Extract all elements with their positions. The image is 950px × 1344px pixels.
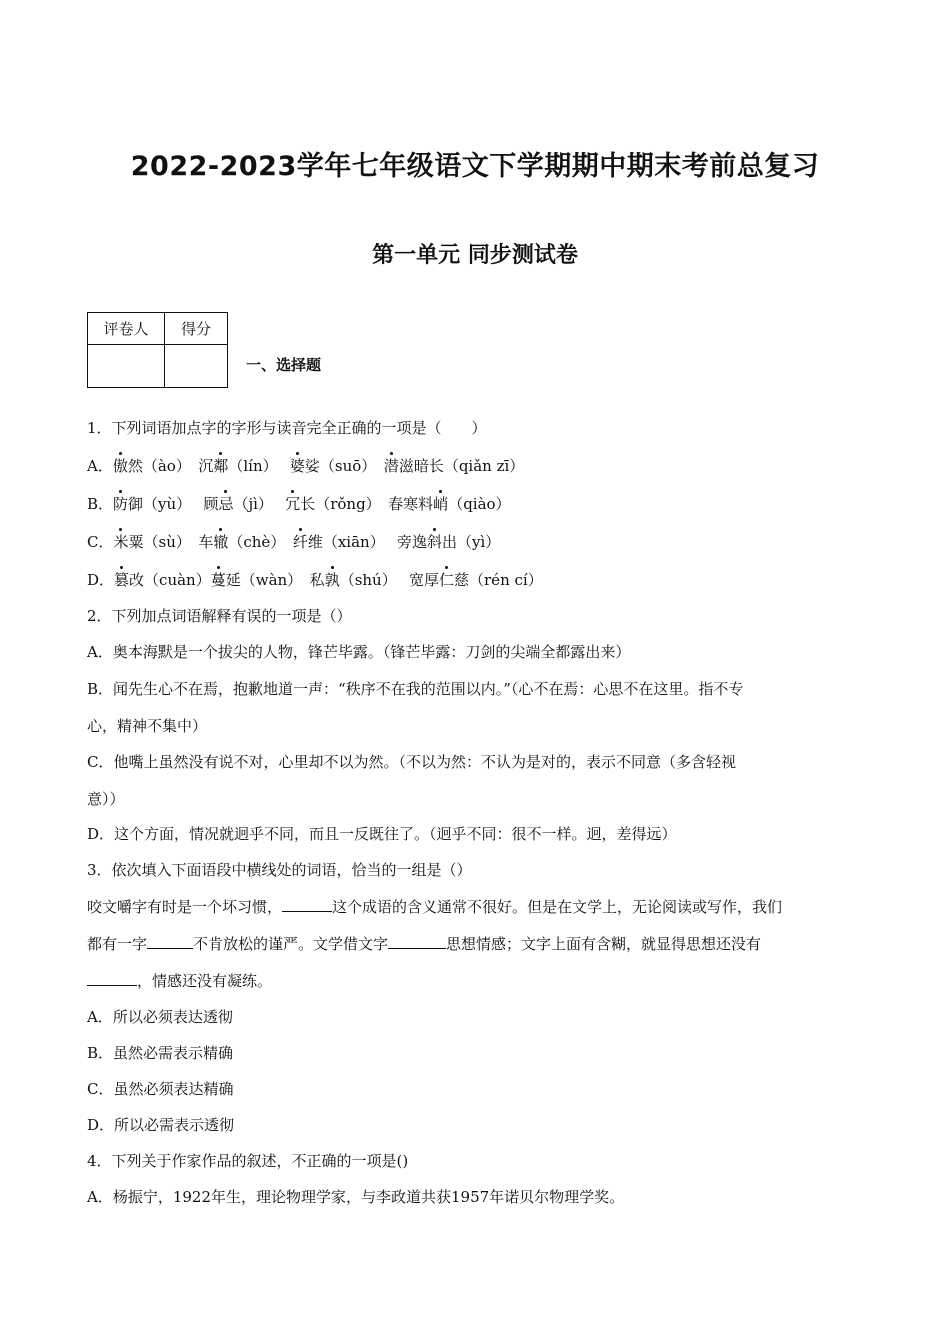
- q2-option-c: C．他嘴上虽然没有说不对，心里却不以为然。（不以为然：不认为是对的，表示不同意（多含轻视: [87, 753, 736, 771]
- q2-option-b-cont: 心，精神不集中）: [87, 717, 208, 735]
- q1-stem: 1．下列词语加点字的字形与读音完全正确的一项是（ ）: [87, 419, 487, 437]
- q3-option-c: C．虽然必须表达精确: [87, 1080, 234, 1098]
- q3-passage-line1: 咬文嚼字有时是一个坏习惯， 这个成语的含义通常不很好。但是在文学上，无论阅读或写作，我们: [87, 898, 783, 916]
- blank-4: [87, 970, 137, 986]
- q2-option-b: B．闻先生心不在焉，抱歉地道一声：“秩序不在我的范围以内。”（心不在焉：心思不在这里。指不专: [87, 680, 744, 698]
- grader-header: 评卷人: [88, 313, 165, 345]
- q1-option-d: D．篡改（cuàn）蔓延（wàn） 私孰（shú） 宽厚仁慈（rén cí）: [87, 571, 543, 589]
- blank-1: [282, 896, 332, 912]
- q3-stem: 3．依次填入下面语段中横线处的词语，恰当的一组是（）: [87, 861, 472, 879]
- q3-option-a: A．所以必须表达透彻: [87, 1008, 233, 1026]
- q3-option-b: B．虽然必需表示精确: [87, 1044, 234, 1062]
- q4-stem: 4．下列关于作家作品的叙述，不正确的一项是(): [87, 1152, 409, 1170]
- q3-passage-line2: 都有一字 不肯放松的谨严。文学借文字 思想情感；文字上面有含糊，就显得思想还没有: [87, 935, 762, 953]
- q2-option-c-cont: 意））: [87, 790, 125, 808]
- q4-option-a: A．杨振宁，1922年生，理论物理学家，与李政道共获1957年诺贝尔物理学奖。: [87, 1188, 625, 1206]
- q2-option-d: D．这个方面，情况就迥乎不同，而且一反既往了。（迥乎不同：很不一样。迥，差得远）: [87, 825, 677, 843]
- score-cell: [165, 345, 228, 388]
- q3-passage-line3: ，情感还没有凝练。: [87, 970, 272, 991]
- grader-cell: [88, 345, 165, 388]
- q2-option-a: A．奥本海默是一个拔尖的人物，锋芒毕露。（锋芒毕露：刀剑的尖端全都露出来）: [87, 643, 631, 661]
- score-table: [87, 312, 228, 388]
- q1-option-a: A．傲然（ào） 沉鄰（lín） 婆娑（suō） 潜滋暗长（qiǎn zī）: [87, 457, 525, 475]
- q3-option-d: D．所以必需表示透彻: [87, 1116, 235, 1134]
- score-header: 得分: [165, 313, 228, 345]
- document-title: 2022-2023学年七年级语文下学期期中期末考前总复习: [130, 151, 820, 182]
- q1-option-b: B．防御（yù） 顾忌（jì） 冗长（rǒng） 春寒料峭（qiào）: [87, 495, 511, 513]
- blank-3: [388, 933, 446, 949]
- document-subtitle: 第一单元 同步测试卷: [372, 243, 578, 268]
- q2-stem: 2．下列加点词语解释有误的一项是（）: [87, 607, 352, 625]
- section-heading: 一、选择题: [246, 356, 322, 374]
- q1-option-c: C．米粟（sù） 车辙（chè） 纤维（xiān） 旁逸斜出（yì）: [87, 533, 501, 551]
- blank-2: [147, 933, 193, 949]
